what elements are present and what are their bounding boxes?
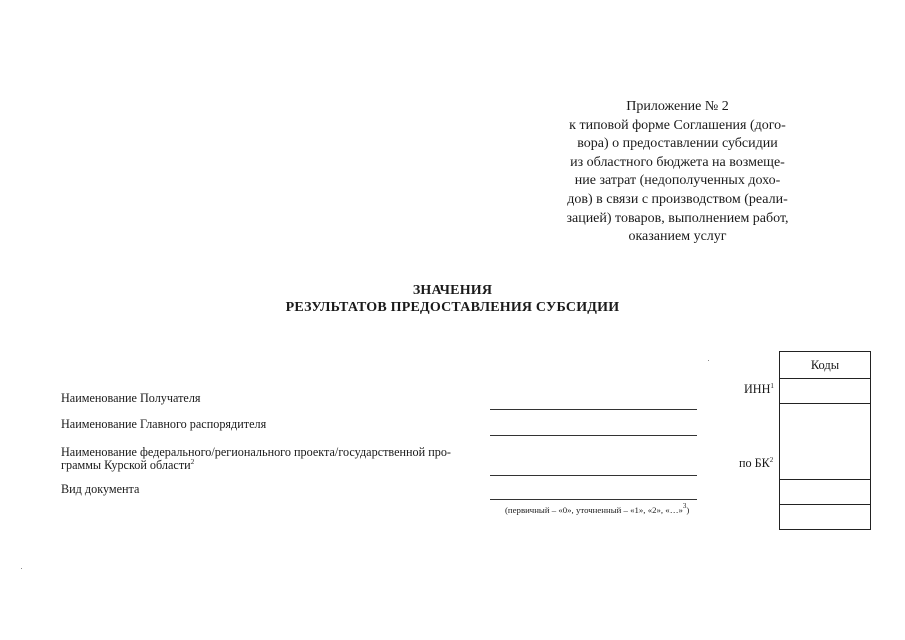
main-manager-label: Наименование Главного распорядителя [61, 417, 267, 431]
bk-label [739, 457, 773, 470]
doc-type-label: Вид документа [61, 482, 140, 496]
project-label-line-2 [61, 459, 194, 472]
doc-type-note-close: ) [686, 505, 690, 515]
main-manager-field-line[interactable] [490, 435, 697, 436]
footnote-marker: 2 [190, 458, 195, 466]
footnote-marker: 2 [769, 456, 774, 464]
title-line-2: РЕЗУЛЬТАТОВ ПРЕДОСТАВЛЕНИЯ СУБСИДИИ [285, 300, 620, 315]
scan-speck [21, 568, 22, 569]
appendix-line: зацией) товаров, выполнением работ, [566, 210, 789, 226]
appendix-line: ние затрат (недополученных дохо- [574, 173, 781, 189]
document-title [200, 282, 705, 316]
title-line-1: ЗНАЧЕНИЯ [412, 283, 493, 298]
recipient-label: Наименование Получателя [61, 391, 201, 405]
codes-row-divider [780, 403, 870, 404]
doc-type-note [505, 502, 690, 515]
appendix-block [545, 98, 810, 247]
appendix-line: из областного бюджета на возмеще- [570, 154, 785, 170]
appendix-line: вора) о предоставлении субсидии [577, 136, 778, 152]
doc-type-note-text: (первичный – «0», уточненный – «1», «2», «…» [505, 505, 683, 515]
appendix-line: Приложение № 2 [626, 99, 729, 114]
codes-row-divider [780, 479, 870, 480]
recipient-field-line[interactable] [490, 409, 697, 410]
doc-type-field-line[interactable] [490, 499, 697, 500]
footnote-marker: 1 [770, 382, 774, 390]
project-label-line-1: Наименование федерального/регионального проекта/государственной про- [61, 445, 451, 459]
codes-table [779, 351, 871, 530]
inn-label-text: ИНН [744, 382, 771, 396]
footnote-marker: 3 [682, 502, 687, 510]
project-field-line[interactable] [490, 475, 697, 476]
codes-header: Коды [780, 352, 870, 379]
appendix-line: к типовой форме Соглашения (дого- [569, 117, 786, 133]
appendix-line: дов) в связи с производством (реали- [567, 191, 788, 207]
codes-row-divider [780, 504, 870, 505]
appendix-line: оказанием услуг [628, 229, 727, 245]
project-label-text: граммы Курской области [61, 458, 191, 472]
inn-label [744, 383, 774, 396]
scan-speck [708, 360, 709, 361]
bk-label-text: по БК [739, 456, 770, 470]
